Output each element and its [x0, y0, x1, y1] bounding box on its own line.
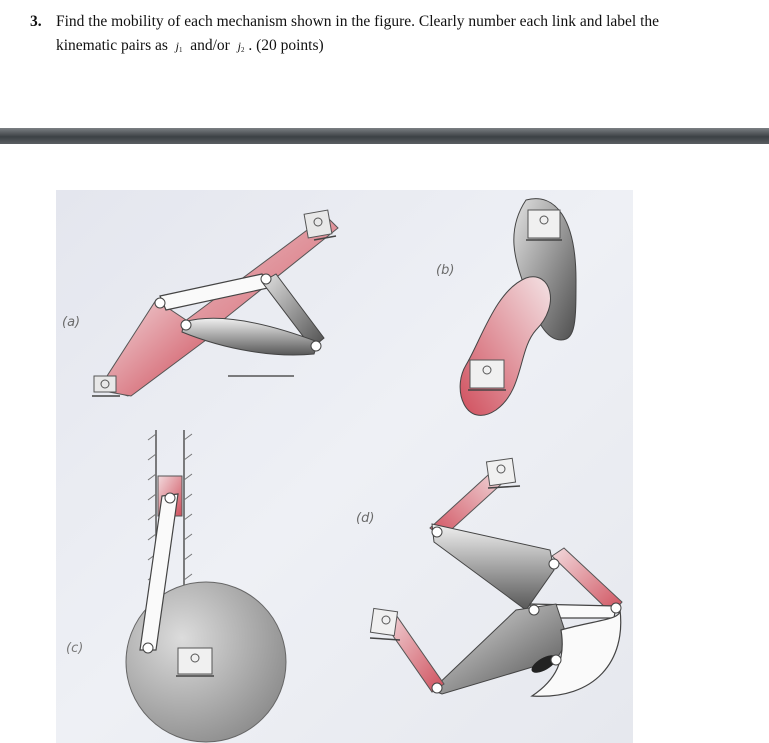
joint-c-bottom [143, 643, 153, 653]
question-number: 3. [30, 13, 42, 30]
question-text-2: kinematic pairs as [56, 37, 168, 54]
joint-d-5 [551, 655, 561, 665]
question-block [30, 10, 730, 62]
joint-a-1 [155, 298, 165, 308]
joint-d-1 [432, 527, 442, 537]
question-line-2 [30, 34, 730, 62]
points-text: . (20 points) [248, 37, 324, 54]
ground-a-top [304, 210, 332, 238]
label-a: (a) [62, 315, 81, 330]
label-b: (b) [436, 263, 455, 278]
ground-a-left [94, 376, 116, 392]
joint-a-4 [311, 341, 321, 351]
ground-c [178, 648, 212, 674]
joint-d-6 [432, 683, 442, 693]
question-line-1 [30, 10, 730, 34]
question-text-1: Find the mobility of each mechanism shown in the figure. Clearly number each link and label the [56, 13, 660, 30]
joint-c-top [165, 493, 175, 503]
joint-d-3 [611, 603, 621, 613]
ground-d-left [370, 608, 397, 635]
label-c: (c) [66, 641, 84, 656]
joint-d-2 [549, 559, 559, 569]
j1-subscript: 1 [179, 46, 183, 54]
ground-d-top [486, 458, 515, 485]
mechanism-figure-photo [56, 190, 633, 743]
j2-subscript: 2 [240, 46, 245, 54]
and-or-text: and/or [190, 37, 230, 54]
page-divider-bar [0, 128, 769, 144]
label-d: (d) [356, 511, 375, 526]
j2-symbol: j [237, 39, 241, 53]
joint-d-4 [529, 605, 539, 615]
joint-a-2 [261, 274, 271, 284]
joint-a-3 [181, 320, 191, 330]
j1-symbol: j [175, 39, 179, 53]
